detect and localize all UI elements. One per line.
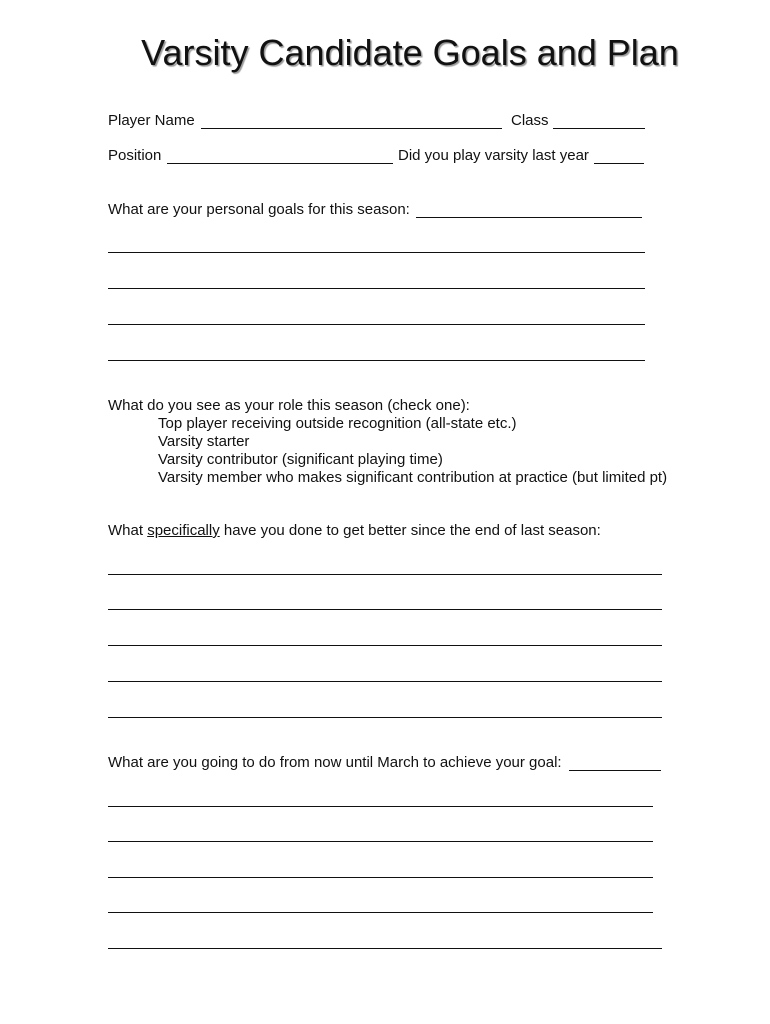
role-option[interactable]: Varsity contributor (significant playing time) <box>158 451 443 468</box>
improvement-question-emphasis: specifically <box>147 522 220 539</box>
role-question: What do you see as your role this season (check one): <box>108 397 470 414</box>
role-option[interactable]: Top player receiving outside recognition (all-state etc.) <box>158 415 517 432</box>
class-label: Class <box>511 112 549 129</box>
role-option[interactable]: Varsity starter <box>158 433 250 450</box>
plan-answer-line[interactable] <box>108 806 653 807</box>
player-name-field[interactable] <box>201 128 502 129</box>
improvement-question-start: What <box>108 522 144 539</box>
personal-goals-answer-line[interactable] <box>416 217 642 218</box>
page-title: Varsity Candidate Goals and Plan <box>141 32 679 73</box>
position-label: Position <box>108 147 162 164</box>
improvement-answer-line[interactable] <box>108 574 662 575</box>
improvement-question-end: have you done to get better since the end of last season: <box>223 522 601 539</box>
class-field[interactable] <box>553 128 645 129</box>
improvement-answer-line[interactable] <box>108 609 662 610</box>
personal-goals-answer-line[interactable] <box>108 360 645 361</box>
personal-goals-question: What are your personal goals for this season: <box>108 201 410 218</box>
improvement-answer-line[interactable] <box>108 681 662 682</box>
position-field[interactable] <box>167 163 393 164</box>
personal-goals-answer-line[interactable] <box>108 252 645 253</box>
varsity-last-year-label: Did you play varsity last year <box>398 147 589 164</box>
plan-answer-line[interactable] <box>108 877 653 878</box>
plan-answer-line[interactable] <box>569 770 661 771</box>
improvement-answer-line[interactable] <box>108 645 662 646</box>
personal-goals-answer-line[interactable] <box>108 288 645 289</box>
plan-question: What are you going to do from now until March to achieve your goal: <box>108 754 562 771</box>
varsity-last-year-field[interactable] <box>594 163 644 164</box>
improvement-answer-line[interactable] <box>108 717 662 718</box>
plan-answer-line[interactable] <box>108 948 662 949</box>
plan-answer-line[interactable] <box>108 841 653 842</box>
player-name-label: Player Name <box>108 112 195 129</box>
role-option[interactable]: Varsity member who makes significant contribution at practice (but limited pt) <box>158 469 668 486</box>
improvement-question <box>108 522 601 540</box>
plan-answer-line[interactable] <box>108 912 653 913</box>
personal-goals-answer-line[interactable] <box>108 324 645 325</box>
